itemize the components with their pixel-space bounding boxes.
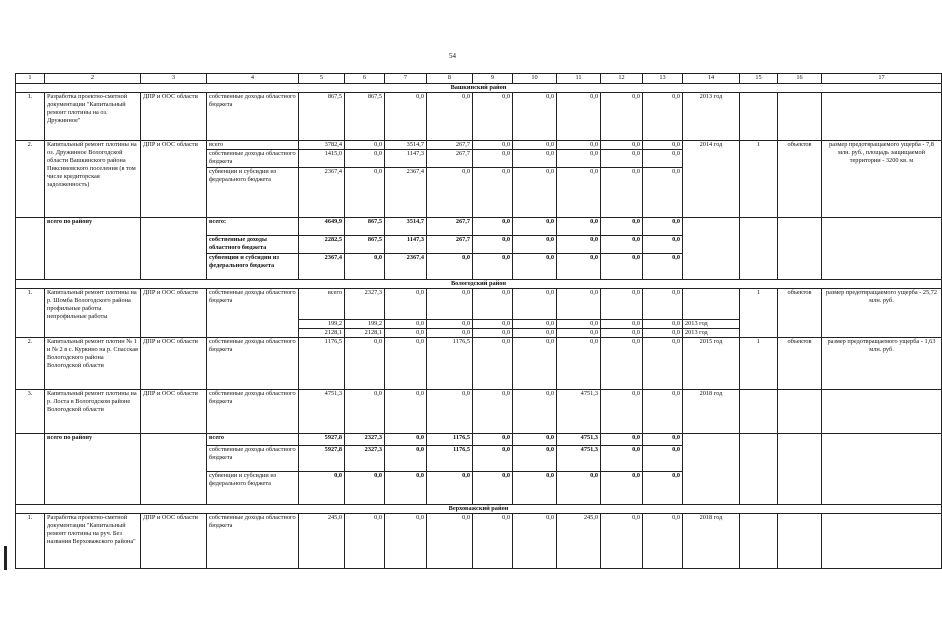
value-cell: 0,0 (513, 514, 557, 569)
value-cell: 0,0 (557, 150, 601, 168)
value-cell: 2367,4 (299, 254, 345, 280)
value-cell: 0,0 (385, 289, 427, 320)
value-cell: 0,0 (643, 434, 683, 446)
funding-source: собственные доходы областного бюджета (207, 150, 299, 168)
quantity: 1 (740, 141, 778, 218)
value-cell: 0,0 (473, 390, 513, 434)
value-cell: 0,0 (473, 168, 513, 218)
measure-name: Капитальный ремонт плотины на оз. Дружинное Вологодской области Вашкинского района Пиксимовского поселения (в том числе кредиторская задолженность) (45, 141, 141, 218)
section-title: Вашкинский район (16, 84, 942, 93)
value-cell: 0,0 (385, 390, 427, 434)
value-cell: 0,0 (385, 514, 427, 569)
period: 2013 год (683, 93, 740, 141)
value-cell: 0,0 (513, 236, 557, 254)
value-cell: 2327,3 (345, 289, 385, 320)
expected-result: размер предотвращаемого ущерба - 25,72 млн. руб. (822, 289, 942, 338)
funding-source: собственные доходы областного бюджета (207, 93, 299, 141)
table-cell (141, 434, 207, 505)
value-cell: 0,0 (513, 150, 557, 168)
section-row (16, 84, 942, 93)
value-cell: 0,0 (513, 338, 557, 390)
value-cell: 0,0 (427, 289, 473, 320)
value-cell: 267,7 (427, 218, 473, 236)
column-number-header: 2 (45, 74, 141, 84)
value-cell: 0,0 (427, 472, 473, 505)
table-cell (16, 218, 45, 280)
value-cell: 0,0 (513, 289, 557, 320)
funding-source: собственные доходы областного бюджета (207, 338, 299, 390)
value-cell: 3782,4 (299, 141, 345, 150)
unit: объектов (778, 141, 822, 218)
value-cell: 0,0 (473, 329, 513, 338)
value-cell: 0,0 (557, 338, 601, 390)
funding-source: всего (207, 434, 299, 446)
section-title: Вологодский район (16, 280, 942, 289)
value-cell: 0,0 (601, 218, 643, 236)
value-cell: 3514,7 (385, 218, 427, 236)
value-cell: 0,0 (385, 472, 427, 505)
period: 2018 год (683, 514, 740, 569)
item-number: 3. (16, 390, 45, 434)
value-cell: 0,0 (557, 141, 601, 150)
table-cell (683, 289, 740, 320)
executor: ДПР и ООС области (141, 338, 207, 390)
measure-name: Капитальный ремонт плотин № 1 и № 2 в с. Куркино на р. Спасская Вологодского района Вологодской области (45, 338, 141, 390)
table-cell (740, 514, 778, 569)
value-cell: 0,0 (385, 446, 427, 472)
value-cell: 0,0 (601, 168, 643, 218)
header-row (16, 74, 942, 84)
measure-name: Разработка проектно-сметной документации "Капитальный ремонт плотины на оз. Дружинное" (45, 93, 141, 141)
value-cell: 0,0 (557, 168, 601, 218)
value-cell: 0,0 (643, 472, 683, 505)
value-cell: 0,0 (427, 93, 473, 141)
value-cell: 0,0 (643, 289, 683, 320)
value-cell: 0,0 (427, 514, 473, 569)
value-cell: 0,0 (473, 150, 513, 168)
program-table (15, 73, 942, 569)
column-number-header: 14 (683, 74, 740, 84)
value-cell: 0,0 (601, 434, 643, 446)
measure-name: Разработка проектно-сметной документации "Капитальный ремонт плотины на руч. Без названия Верховажского района" (45, 514, 141, 569)
value-cell: 0,0 (473, 141, 513, 150)
value-cell: 1176,5 (427, 338, 473, 390)
measure-name: Капитальный ремонт плотины на р. Шомба Вологодского района профильные работы непрофильные работы (45, 289, 141, 338)
value-cell: 1176,5 (427, 434, 473, 446)
value-cell: 267,7 (427, 150, 473, 168)
value-cell: 0,0 (601, 338, 643, 390)
value-cell: 0,0 (643, 338, 683, 390)
value-cell: 0,0 (427, 329, 473, 338)
table-cell (683, 218, 740, 280)
table-cell (683, 434, 740, 505)
column-number-header: 11 (557, 74, 601, 84)
table-cell (778, 514, 822, 569)
value-cell: 0,0 (345, 168, 385, 218)
executor: ДПР и ООС области (141, 514, 207, 569)
table-cell (141, 218, 207, 280)
value-cell: 0,0 (643, 168, 683, 218)
program-table-wrapper (15, 73, 938, 569)
column-number-header: 8 (427, 74, 473, 84)
value-cell: 0,0 (601, 446, 643, 472)
table-row (16, 390, 942, 434)
value-cell: 0,0 (473, 236, 513, 254)
column-number-header: 16 (778, 74, 822, 84)
value-cell: 0,0 (513, 254, 557, 280)
value-cell: 0,0 (385, 434, 427, 446)
table-row (16, 141, 942, 150)
value-cell: 0,0 (643, 514, 683, 569)
period: 2015 год (683, 338, 740, 390)
table-cell (740, 93, 778, 141)
funding-source: собственные доходы областного бюджета (207, 289, 299, 338)
table-cell (16, 434, 45, 505)
scan-edge-mark (4, 546, 7, 570)
value-cell: 0,0 (345, 514, 385, 569)
quantity: 1 (740, 338, 778, 390)
value-cell: 0,0 (513, 390, 557, 434)
value-cell: 0,0 (513, 93, 557, 141)
value-cell: 2128,1 (299, 329, 345, 338)
value-cell: 0,0 (643, 236, 683, 254)
value-cell: 0,0 (473, 472, 513, 505)
value-cell: 0,0 (427, 254, 473, 280)
value-cell: 2327,3 (345, 434, 385, 446)
item-number: 2. (16, 141, 45, 218)
table-row (16, 93, 942, 141)
table-row (16, 218, 942, 236)
executor: ДПР и ООС области (141, 93, 207, 141)
value-cell: 0,0 (345, 390, 385, 434)
column-number-header: 10 (513, 74, 557, 84)
item-number: 1. (16, 289, 45, 338)
column-number-header: 13 (643, 74, 683, 84)
value-cell: 0,0 (557, 329, 601, 338)
funding-source: собственные доходы областного бюджета (207, 514, 299, 569)
value-cell: 199,2 (345, 320, 385, 329)
value-cell: 4751,3 (299, 390, 345, 434)
value-cell: 867,5 (345, 218, 385, 236)
value-cell: 2367,4 (385, 254, 427, 280)
column-number-header: 3 (141, 74, 207, 84)
value-cell: 0,0 (513, 218, 557, 236)
section-title: Верховажский район (16, 505, 942, 514)
value-cell: 0,0 (513, 472, 557, 505)
value-cell: 3514,7 (385, 141, 427, 150)
column-number-header: 4 (207, 74, 299, 84)
value-cell: 1415,0 (299, 150, 345, 168)
value-cell: 0,0 (601, 514, 643, 569)
section-row (16, 505, 942, 514)
item-number: 2. (16, 338, 45, 390)
item-number: 1. (16, 514, 45, 569)
table-cell (822, 434, 942, 505)
value-cell: 0,0 (473, 254, 513, 280)
column-number-header: 17 (822, 74, 942, 84)
value-cell: 1147,3 (385, 150, 427, 168)
value-cell: 2367,4 (299, 168, 345, 218)
column-number-header: 15 (740, 74, 778, 84)
column-number-header: 6 (345, 74, 385, 84)
value-cell: 4649,9 (299, 218, 345, 236)
value-cell: 0,0 (513, 168, 557, 218)
value-cell: 4751,3 (557, 390, 601, 434)
funding-source: субвенции и субсидии из федерального бюджета (207, 168, 299, 218)
value-cell: 0,0 (557, 218, 601, 236)
value-cell: 0,0 (643, 320, 683, 329)
value-cell: 267,7 (427, 141, 473, 150)
value-cell: 0,0 (601, 320, 643, 329)
value-cell: 0,0 (473, 446, 513, 472)
period: 2013 год (683, 329, 740, 338)
value-cell: 0,0 (601, 472, 643, 505)
value-cell: 0,0 (601, 150, 643, 168)
district-total-label: всего по району (45, 434, 141, 505)
funding-source: собственные доходы областного бюджета (207, 390, 299, 434)
column-number-header: 12 (601, 74, 643, 84)
value-cell: 0,0 (557, 236, 601, 254)
value-cell: 0,0 (473, 514, 513, 569)
table-row (16, 434, 942, 446)
value-cell: 867,5 (345, 93, 385, 141)
value-cell: 867,5 (299, 93, 345, 141)
value-cell: 0,0 (345, 141, 385, 150)
period: 2013 год (683, 320, 740, 329)
table-cell (778, 390, 822, 434)
value-cell: 2327,3 (345, 446, 385, 472)
district-total-label: всего по району (45, 218, 141, 280)
value-cell: 0,0 (385, 320, 427, 329)
value-cell: 0,0 (427, 168, 473, 218)
value-cell: 0,0 (557, 320, 601, 329)
item-number: 1. (16, 93, 45, 141)
funding-source: всего (207, 141, 299, 150)
value-cell: 0,0 (345, 472, 385, 505)
value-cell: 0,0 (601, 93, 643, 141)
value-cell: 0,0 (557, 472, 601, 505)
value-cell: 0,0 (601, 289, 643, 320)
value-cell: всего (299, 289, 345, 320)
value-cell: 0,0 (385, 329, 427, 338)
expected-result: размер предотвращаемого ущерба - 1,63 млн. руб. (822, 338, 942, 390)
table-cell (822, 514, 942, 569)
value-cell: 0,0 (513, 329, 557, 338)
value-cell: 0,0 (643, 254, 683, 280)
unit: объектов (778, 289, 822, 338)
funding-source: субвенции и субсидии из федерального бюджета (207, 254, 299, 280)
column-number-header: 7 (385, 74, 427, 84)
value-cell: 0,0 (601, 236, 643, 254)
table-cell (778, 218, 822, 280)
unit: объектов (778, 338, 822, 390)
measure-name: Капитальный ремонт плотины на р. Лоста в Вологодском районе Вологодской области (45, 390, 141, 434)
table-cell (740, 434, 778, 505)
value-cell: 267,7 (427, 236, 473, 254)
value-cell: 4751,3 (557, 446, 601, 472)
value-cell: 0,0 (601, 254, 643, 280)
table-row (16, 514, 942, 569)
value-cell: 0,0 (345, 338, 385, 390)
page-number: 54 (449, 52, 456, 60)
executor: ДПР и ООС области (141, 390, 207, 434)
value-cell: 0,0 (601, 141, 643, 150)
value-cell: 5927,8 (299, 446, 345, 472)
value-cell: 0,0 (345, 150, 385, 168)
value-cell: 0,0 (643, 446, 683, 472)
funding-source: субвенции и субсидии из федерального бюджета (207, 472, 299, 505)
value-cell: 0,0 (643, 150, 683, 168)
value-cell: 1147,3 (385, 236, 427, 254)
value-cell: 0,0 (473, 93, 513, 141)
value-cell: 0,0 (427, 390, 473, 434)
column-number-header: 1 (16, 74, 45, 84)
value-cell: 5927,8 (299, 434, 345, 446)
value-cell: 0,0 (473, 289, 513, 320)
table-cell (822, 93, 942, 141)
value-cell: 0,0 (557, 93, 601, 141)
value-cell: 0,0 (601, 329, 643, 338)
table-row (16, 338, 942, 390)
value-cell: 0,0 (385, 93, 427, 141)
table-cell (822, 390, 942, 434)
value-cell: 1176,5 (299, 338, 345, 390)
value-cell: 2282,5 (299, 236, 345, 254)
table-cell (778, 434, 822, 505)
executor: ДПР и ООС области (141, 289, 207, 338)
value-cell: 245,0 (557, 514, 601, 569)
value-cell: 0,0 (643, 329, 683, 338)
value-cell: 0,0 (473, 434, 513, 446)
funding-source: собственные доходы областного бюджета (207, 446, 299, 472)
table-cell (778, 93, 822, 141)
value-cell: 0,0 (513, 446, 557, 472)
value-cell: 0,0 (643, 141, 683, 150)
value-cell: 0,0 (601, 390, 643, 434)
column-number-header: 5 (299, 74, 345, 84)
value-cell: 2367,4 (385, 168, 427, 218)
value-cell: 0,0 (473, 218, 513, 236)
table-cell (740, 218, 778, 280)
value-cell: 199,2 (299, 320, 345, 329)
value-cell: 0,0 (557, 289, 601, 320)
funding-source: всего: (207, 218, 299, 236)
value-cell: 0,0 (427, 320, 473, 329)
column-number-header: 9 (473, 74, 513, 84)
value-cell: 0,0 (513, 434, 557, 446)
value-cell: 4751,3 (557, 434, 601, 446)
value-cell: 0,0 (473, 320, 513, 329)
value-cell: 0,0 (643, 93, 683, 141)
value-cell: 0,0 (643, 390, 683, 434)
value-cell: 0,0 (513, 320, 557, 329)
period: 2014 год (683, 141, 740, 218)
value-cell: 867,5 (345, 236, 385, 254)
table-row (16, 289, 942, 320)
value-cell: 0,0 (473, 338, 513, 390)
executor: ДПР и ООС области (141, 141, 207, 218)
funding-source: собственные доходы областного бюджета (207, 236, 299, 254)
table-cell (740, 390, 778, 434)
section-row (16, 280, 942, 289)
value-cell: 0,0 (299, 472, 345, 505)
value-cell: 0,0 (513, 141, 557, 150)
value-cell: 0,0 (557, 254, 601, 280)
value-cell: 1176,5 (427, 446, 473, 472)
value-cell: 0,0 (345, 254, 385, 280)
quantity: 1 (740, 289, 778, 338)
value-cell: 2128,1 (345, 329, 385, 338)
period: 2018 год (683, 390, 740, 434)
value-cell: 0,0 (643, 218, 683, 236)
table-cell (822, 218, 942, 280)
expected-result: размер предотвращаемого ущерба - 7,8 млн. руб., площадь защищаемой территории - 3200 кв. м (822, 141, 942, 218)
value-cell: 245,0 (299, 514, 345, 569)
value-cell: 0,0 (385, 338, 427, 390)
